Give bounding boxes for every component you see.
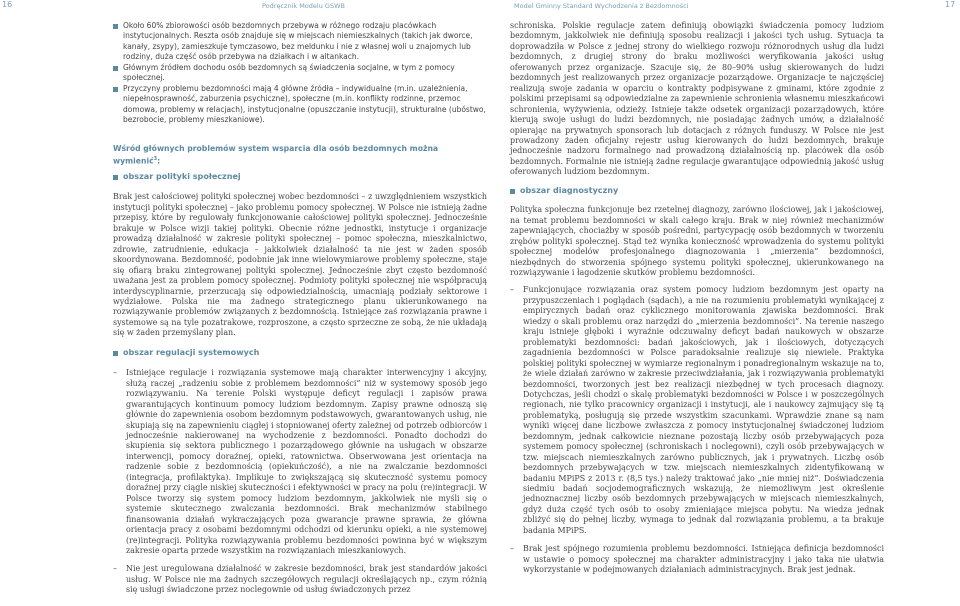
square-bullet-icon xyxy=(113,175,118,180)
dash-item-text: Funkcjonujące rozwiązania oraz system pomocy ludziom bezdomnym jest oparty na przypuszczeniach i poglądach (sądach), a nie na rozumieniu problematyki wynikającej z empirycznych badań oraz cyklicznego monitorowania zjawiska bezdomności. Brak wiedzy o skali problemu oraz narzędzi do „mierzenia bezdomności”. Na terenie naszego kraju istnieje głęboki i wyraźnie odczuwalny deficyt badań naukowych w obszarze problematyki bezdomności: badań jakościowych, jak i ilościowych, dotyczących zagadnienia bezdomności w Polsce paradoksalnie realizuje się niewiele. Praktyka polskiej polityki społecznej w wymiarze regionalnym i ponadregionalnym wskazuje na to, że wiele działań zarówno w zakresie przeciwdziałania, jak i rozwiązywania problematyki bezdomności, tworzonych jest bez realizacji niezbędnej w tych procesach diagnozy. Dotychczas, jeśli chodzi o skalę problematyki bezdomności w Polsce i w poszczególnych regionach, nie tylko pracownicy organizacji i instytucji, ale i naukowcy zajmujący się tą problematyką, posługują się przede wszystkim szacunkami. Wprawdzie znane są nam wyniki więcej dane liczbowe zwłaszcza z pomocy instytucjonalnej świadczonej ludziom bezdomnym, jednak całkowicie nieznane pozostają liczby osób przebywających poza systemem pomocy społecznej (schroniskach i noclegowni), czyli osób przebywających w tzw. miejscach niemieszkalnych zarówno publicznych, jak i prywatnych. Liczbę osób bezdomnych przebywających w tzw. miejscach niemieszkalnych zidentyfikowaną w badaniu MPiPS z 2013 r. (8,5 tys.) należy traktować jako „nie mniej niż”. Doświadczenia siedmiu badań socjodemograficznych wskazują, że niemożliwym jest określenie jednoznacznej liczby osób bezdomnych przebywających w miejscach niemieszkalnych, gdyż duża część tych osób to osoby zmieniające miejsca pobytu. Na wiedza jednak zbliżyć się do pełnej liczby, wymaga to jednak dal rozwiązania problemu, a ta brakuje badania MPiPS. xyxy=(523,285,884,535)
dash-item xyxy=(510,544,884,575)
bullet-text: Około 60% zbiorowości osób bezdomnych przebywa w różnego rodzaju placówkach instytucjonalnych. Reszta osób znajduje się w miejscach niemieszkalnych (takich jak dworce, kanały, zsypy), zamieszkuje tymczasowo, bez meldunku i nie z własnej woli u znajomych lub rodziny, duża część osób przebywa na działkach i w altankach. xyxy=(123,21,473,62)
dash-item xyxy=(113,368,487,556)
intro-heading xyxy=(113,144,487,167)
right-column xyxy=(510,21,884,576)
square-bullet-icon xyxy=(113,66,118,71)
bullet-item xyxy=(113,63,487,84)
dash-marker: – xyxy=(510,285,514,295)
bullet-text: Przyczyny problemu bezdomności mają 4 główne źródła – indywidualne (m.in. uzależnienia, niepełnosprawność, zaburzenia psychiczne), społeczne (m.in. konflikty rodzinne, przemoc domowa, problemy w relacjach), instytucjonalne (opuszczanie instytucji), strukturalne (ubóstwo, bezrobocie, problemy mieszkaniowe). xyxy=(123,83,486,125)
square-bullet-icon xyxy=(113,351,118,356)
dash-item-text: Brak jest spójnego rozumienia problemu bezdomności. Istniejąca definicja bezdomności w ustawie o pomocy społecznej ma charakter administracyjny i jako taka nie ułatwia wykorzystanie w podejmowanych działaniach administracyjnych. Brak jest jednak. xyxy=(523,544,884,575)
bullet-item xyxy=(113,84,487,126)
left-column xyxy=(113,21,487,596)
dash-item-text: Istniejące regulacje i rozwiązania systemowe mają charakter interwencyjny i akcyjny, służą raczej „radzeniu sobie z problemem bezdomności” niż w systemowy sposób jego rozwiązywaniu. Na terenie Polski występuje deficyt regulacji i zapisów prawa gwarantujących kontinuum pomocy ludziom bezdomnym. Zapisy prawne odnoszą się głównie do zapewnienia osobom bezdomnym podstawowych, gwarantowanych usług, nie skupiają się na zapewnieniu ciągłej i stopniowanej oferty zależnej od potrzeb odbiorców i jednocześnie nakierowanej na wychodzenie z bezdomności. Ponadto dochodzi do skupienia się sektora publicznego i pozarządowego głównie na usługach w obszarze interwencji, pomocy doraźnej, opieki, ratownictwa. Obserwowana jest orientacja na radzenie sobie z bezdomnością (opiekuńczość), a nie na zwalczanie bezdomności (integracja, profilaktyka). Implikuje to zwiększającą się skuteczność systemu pomocy doraźnej przy ciągle niskiej skuteczności i efektywności w pracy na polu (re)integracji. W Polsce tworzy się system pomocy ludziom bezdomnym, jakkolwiek nie myśli się o systemie skutecznego zwalczania bezdomności. Brak mechanizmów stabilnego finansowania działań wykraczających poza gwarancje prawne sprawia, że główna orientacja pracy z osobami bezdomnymi odchodzi od kierunku opieki, a nie systemowej (re)integracji. Polityka rozwiązywania problemu bezdomności powinna być w większym zakresie oparta przede wszystkim na rozwiązaniach mieszkaniowych. xyxy=(126,368,487,555)
dash-item xyxy=(510,285,884,536)
square-bullet-icon xyxy=(113,87,118,92)
square-bullet-icon xyxy=(510,189,515,194)
bullet-item xyxy=(113,21,487,63)
section-paragraph: Polityka społeczna funkcjonuje bez rzetelnej diagnozy, zarówno ilościowej, jak i jakościowej, na temat problemu bezdomności w skali całego kraju. Brak w niej również mechanizmów zapewniających, chociażby w sposób pośredni, partycypację osób bezdomnych w tworzeniu zrębów polityki społecznej. Stąd też wynika konieczność wprowadzenia do systemu polityki społecznej modelów profesjonalnego diagnozowania i „mierzenia” bezdomności, niezbędnych do stworzenia spójnego systemu polityki społecznej, ukierunkowanego na rozwiązywanie i łagodzenie skutków problemu bezdomności. xyxy=(510,205,884,277)
dash-item xyxy=(113,564,487,595)
section-heading-text: obszar diagnostyczny xyxy=(520,185,619,195)
section-paragraph: Brak jest całościowej polityki społecznej wobec bezdomności – z uwzględnieniem wszystkich instytucji polityki społecznej – jako problemu pomocy społecznej. W Polsce nie istnieją żadne przepisy, które by regulowały funkcjonowanie całościowej polityki społecznej. Jednocześnie brakuje w Polsce wizji takiej polityki. Obecnie różne jednostki, instytucje i organizacje prowadzą działalność w zakresie polityki społecznej – pomoc społeczna, mieszkalnictwo, zdrowie, zatrudnienie, edukacja – jakkolwiek działalność ta nie jest w żaden sposób skoordynowana. Bezdomność, podobnie jak inne wielowymiarowe problemy społeczne, staje się ofiarą braku zintegrowanej polityki społecznej. Jednocześnie zbyt często bezdomność uważana jest za problem pomocy społecznej. Podmioty polityki społecznej nie współpracują interdyscyplinarnie, przerzucają się odpowiedzialnością, umacniają podziały sektorowe i wydziałowe. Polska nie ma żadnego strategicznego planu ukierunkowanego na rozwiązywanie problemów związanych z bezdomnością. Istniejące zaś rozwiązania prawne i systemowe są na tyle pozatrakowe, rozproszone, a często sprzeczne ze sobą, że nie układają się w żaden przemyślany plan. xyxy=(113,192,487,338)
footnote-marker: 3 xyxy=(153,155,158,162)
section-heading xyxy=(113,172,487,182)
dash-marker: – xyxy=(510,544,514,554)
intro-colon: : xyxy=(157,156,161,166)
section-heading-text: obszar regulacji systemowych xyxy=(123,347,260,357)
dash-marker: – xyxy=(113,564,117,574)
right-running-title: Model Gminny Standard Wychodzenia z Bezdomności xyxy=(514,2,689,10)
continued-paragraph: schroniska. Polskie regulacje zatem definiują obowiązki świadczenia pomocy ludziom bezdomnym, jakkolwiek nie definiują sposobu realizacji i jakości tych usług. Sytuacja ta doprowadziła w Polsce z jednej strony do wielkiego rozwoju różnorodnych usług dla ludzi bezdomnych, z drugiej strony do braku możliwości weryfikowania jakości usług oferowanych przez organizacje. Szacuje się, że 80–90% usług skierowanych do ludzi bezdomnych jest realizowanych przez organizacje pozarządowe. Organizacje te najczęściej realizują swoje zadania w oparciu o kontrakty podpisywane z gminami, które zgodnie z polskimi przepisami są odpowiedzialne za zapewnienie schronienia własnemu mieszkańcowi schronienia, wyżywienia, odzieży. Istnieje także odsetek organizacji pozarządowych, które kierują swoje usługi do ludzi bezdomnych, nie posiadając żadnych umów, a działalność opierając na prywatnych sponsorach lub dotacjach z różnych funduszy. W Polsce nie jest prowadzony żaden oficjalny rejestr usług kierowanych do ludzi bezdomnych, brakuje jednocześnie nadzoru formalnego nad prowadzoną działalnością np. placówek dla osób bezdomnych. Formalnie nie istnieją żadne regulacje gwarantujące odpowiednią jakość usług oferowanych ludziom bezdomnym. xyxy=(510,21,884,177)
section-heading xyxy=(510,186,884,196)
dash-marker: – xyxy=(113,368,117,378)
right-page-number: 17 xyxy=(945,0,956,9)
section-heading-text: obszar polityki społecznej xyxy=(123,172,241,181)
section-heading xyxy=(113,348,487,358)
dash-item-text: Nie jest uregulowana działalność w zakresie bezdomności, brak jest standardów jakości usług. W Polsce nie ma żadnych szczegółowych regulacji określających np., czym różnią się usługi świadczone przez noclegownie od usług świadczonych przez xyxy=(126,564,487,595)
intro-text: Wśród głównych problemów system wsparcia dla osób bezdomnych można wymienić xyxy=(113,143,439,166)
left-page-number: 16 xyxy=(2,0,13,9)
bullet-text: Głównym źródłem dochodu osób bezdomnych są świadczenia socjalne, w tym z pomocy społecznej. xyxy=(123,62,455,83)
left-running-title: Podręcznik Modelu GSWB xyxy=(262,2,345,10)
square-bullet-icon xyxy=(113,24,118,29)
